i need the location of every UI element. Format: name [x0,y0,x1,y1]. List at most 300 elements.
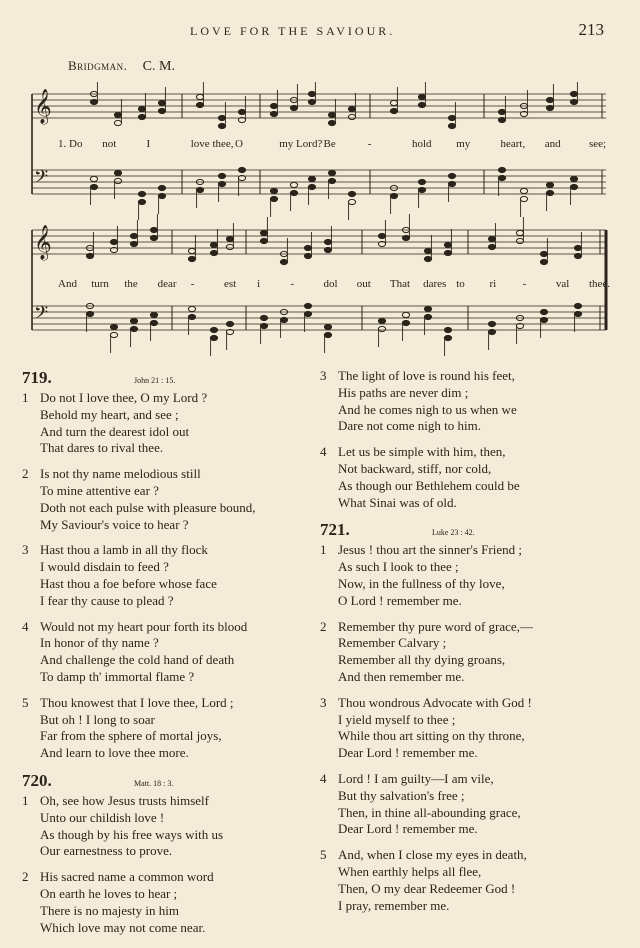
stanza [320,695,620,762]
note-head [546,182,553,187]
note-head [444,327,451,332]
stanza-number: 3 [320,694,327,710]
note-head [378,233,385,238]
note-head [574,245,581,250]
note-head [90,184,97,189]
verse-text: Dare not come nigh to him. [338,418,481,434]
stanza [22,793,322,860]
verse-text: O Lord ! remember me. [338,592,462,608]
hymn-heading [22,771,322,793]
verse-line [22,712,322,729]
stanza-number: 5 [22,694,29,710]
note-head [158,100,165,105]
note-head [210,242,217,247]
verse-text: Which love may not come near. [40,919,206,935]
verse-text: Lord ! I am guilty—I am vile, [338,770,494,786]
verse-text: Dear Lord ! remember me. [338,821,478,837]
note-head [158,108,165,113]
verse-line [320,669,620,686]
lyric-syllable: - [367,138,372,150]
note-head [570,99,577,104]
note-head [138,199,145,204]
verse-line [22,619,322,636]
score-notation [22,82,612,362]
note-head [304,311,311,316]
verse-line [320,864,620,881]
note-head [424,248,431,253]
verse-line [22,652,322,669]
verse-line [22,695,322,712]
note-head [260,315,267,320]
note-head [114,120,121,125]
lyric-syllable: the [124,278,138,290]
note-head [390,193,397,198]
note-head [448,181,455,186]
stanza [320,771,620,838]
note-head [546,105,553,110]
note-head [498,175,505,180]
verse-text: The light of love is round his feet, [338,368,515,383]
lyric-syllable: dares [423,278,447,290]
note-head [270,196,277,201]
scripture-reference: John 21 : 15. [134,376,176,385]
verse-text: To mine attentive ear ? [40,482,159,498]
note-head [444,242,451,247]
verse-line [320,898,620,915]
note-head [188,314,195,319]
note-head [210,327,217,332]
note-head [150,320,157,325]
verse-line [320,788,620,805]
lyric-syllable: I [146,138,151,150]
verse-line [22,635,322,652]
verse-line [320,559,620,576]
verse-line [22,500,322,517]
verse-line [320,635,620,652]
verse-line [320,444,620,461]
verse-line [320,771,620,788]
verse-line [320,847,620,864]
verse-text: Hast thou a foe before whose face [40,575,217,591]
note-head [402,312,409,317]
verse-line [22,843,322,860]
verse-line [22,517,322,534]
verse-text: Then, in thine all-abounding grace, [338,804,521,820]
note-head [498,109,505,114]
verse-text: And turn the dearest idol out [40,423,190,439]
stanza-number: 2 [22,466,29,482]
verse-text: There is no majesty in him [40,902,180,918]
note-head [290,105,297,110]
stanza [320,619,620,686]
note-head [308,176,315,181]
verse-text: While thou art sitting on thy throne, [338,728,525,744]
running-title: LOVE FOR THE SAVIOUR. [190,24,396,38]
stanza [320,847,620,914]
note-head [114,178,121,183]
note-head [238,109,245,114]
note-head [138,114,145,119]
note-head [328,120,335,125]
verse-line [320,881,620,898]
note-head [270,188,277,193]
stanza-number: 5 [320,847,327,863]
verse-line [320,619,620,636]
lyric-syllable: Be [323,138,336,150]
note-head [158,185,165,190]
verse-line [320,652,620,669]
verse-text: But oh ! I long to soar [40,711,155,727]
page-number: 213 [578,20,604,39]
lyric-syllable: dear [157,278,177,290]
stanza-number: 3 [320,368,327,383]
note-head [260,323,267,328]
lyric-syllable: 1. Do [58,138,83,150]
verse-text: As though our Bethlehem could be [338,477,520,493]
note-head [270,103,277,108]
stanza [22,619,322,686]
note-head [280,259,287,264]
treble-clef-icon: 𝄞 [34,89,52,124]
hymn-number: 720. [22,770,52,790]
note-head [390,100,397,105]
lyric-syllable: my Lord? [279,138,323,150]
note-head [448,123,455,128]
verse-text: Far from the sphere of mortal joys, [40,728,222,744]
scripture-reference: Luke 23 : 42. [432,528,475,538]
note-head [290,182,297,187]
note-head [86,311,93,316]
bass-clef-icon: 𝄢 [34,303,49,328]
verse-text: Is not thy name melodious still [40,466,201,482]
verse-line [320,593,620,610]
verse-line [320,576,620,593]
hymn-heading [320,520,620,542]
note-head [304,245,311,250]
note-head [308,91,315,96]
note-head [238,167,245,172]
stanza-number: 4 [320,444,327,460]
verse-text: Remember thy pure word of grace,— [338,618,533,634]
note-head [574,303,581,308]
note-head [546,190,553,195]
verse-text: I pray, remember me. [338,897,450,913]
note-head [498,167,505,172]
note-head [260,238,267,243]
treble-clef-icon: 𝄞 [34,225,52,260]
lyric-syllable: my [456,138,471,150]
note-head [540,317,547,322]
note-head [516,238,523,243]
note-head [304,253,311,258]
verse-line [22,466,322,483]
verse-line [320,495,620,512]
note-head [498,117,505,122]
lyric-syllable: dol [323,278,338,290]
verse-text: Behold my heart, and see ; [40,406,179,422]
verse-text: Do not I love thee, O my Lord ? [40,390,208,405]
lyric-syllable: val [555,278,570,290]
stanza [320,444,620,511]
note-head [488,244,495,249]
verse-line [22,483,322,500]
tune-name: Bridgman. [68,58,128,73]
verse-line [320,385,620,402]
stanza [22,542,322,609]
note-head [308,99,315,104]
note-head [540,259,547,264]
note-head [158,193,165,198]
lyric-syllable: to [456,278,465,290]
note-head [110,332,117,337]
note-head [218,173,225,178]
verse-text: In honor of thy name ? [40,635,159,651]
lyric-syllable: heart, [500,138,526,150]
note-head [196,102,203,107]
verse-line [22,810,322,827]
note-head [444,335,451,340]
verse-text: Not backward, stiff, nor cold, [338,460,492,476]
note-head [520,196,527,201]
stanza [22,869,322,936]
note-head [324,239,331,244]
verse-text: What Sinai was of old. [338,494,457,510]
verse-text: And, when I close my eyes in death, [338,847,527,863]
verse-line [22,827,322,844]
verse-text: Dear Lord ! remember me. [338,745,478,761]
verse-line [22,407,322,424]
verse-line [22,886,322,903]
stanza [22,390,322,457]
verse-text: His sacred name a common word [40,869,214,885]
verse-text: And then remember me. [338,668,465,684]
lyric-syllable: O [235,138,243,150]
verse-text: And learn to love thee more. [40,745,189,761]
note-head [130,318,137,323]
verse-text: Would not my heart pour forth its blood [40,618,248,634]
verse-text: Thou knowest that I love thee, Lord ; [40,694,234,710]
stanza-number: 1 [22,792,29,808]
verse-line [22,793,322,810]
note-head [188,256,195,261]
verse-line [320,712,620,729]
lyric-syllable: love thee, [190,138,234,150]
stanza-number: 2 [22,869,29,885]
note-head [378,326,385,331]
note-head [114,170,121,175]
note-head [390,108,397,113]
note-head [130,233,137,238]
verse-text: I would disdain to feed ? [40,559,169,575]
note-head [218,123,225,128]
note-head [308,184,315,189]
tune-heading [68,58,175,75]
note-head [226,244,233,249]
note-head [210,250,217,255]
note-head [570,176,577,181]
stanza [22,695,322,762]
note-head [150,312,157,317]
verse-text: Then, O my dear Redeemer God ! [338,880,516,896]
note-head [574,311,581,316]
lyric-syllable: - [190,278,195,290]
verse-line [320,478,620,495]
verse-text: To damp th' immortal flame ? [40,668,195,684]
note-head [324,324,331,329]
verse-text: And challenge the cold hand of death [40,652,235,668]
note-head [188,248,195,253]
note-head [540,251,547,256]
verse-text: Let us be simple with him, then, [338,444,506,460]
note-head [402,235,409,240]
verse-text: As such I look to thee ; [338,559,459,575]
verse-line [22,869,322,886]
note-head [328,170,335,175]
lyric-syllable: see; [589,138,607,150]
stanza-number: 1 [320,542,327,558]
stanza-number: 1 [22,390,29,405]
note-head [226,321,233,326]
hymn-number: 721. [320,520,350,540]
lyric-syllable: ri [489,278,497,290]
verse-text: On earth he loves to hear ; [40,885,178,901]
verse-line [320,402,620,419]
left-column [22,368,322,945]
note-head [280,317,287,322]
note-head [488,236,495,241]
note-head [488,321,495,326]
verse-line [22,424,322,441]
lyric-syllable: not [102,138,117,150]
verse-text: But thy salvation's free ; [338,787,465,803]
note-head [444,250,451,255]
stanza-number: 2 [320,618,327,634]
verse-text: That dares to rival thee. [40,440,164,456]
verse-line [22,440,322,457]
verse-line [320,821,620,838]
verse-line [320,745,620,762]
verse-line [22,390,322,407]
stanza-number: 3 [22,542,29,558]
note-head [424,306,431,311]
note-head [570,91,577,96]
note-head [218,181,225,186]
lyric-syllable: And [58,278,77,290]
verse-text: Hast thou a lamb in all thy flock [40,542,208,558]
verse-text: Now, in the fullness of thy love, [338,575,505,591]
scripture-reference: Matt. 18 : 3. [134,778,174,788]
verse-text: Oh, see how Jesus trusts himself [40,792,209,808]
stanza [320,368,620,435]
lyric-syllable: and [544,138,561,150]
music-score [22,82,612,362]
note-head [270,111,277,116]
verse-text: Our earnestness to prove. [40,843,173,859]
verse-text: Doth not each pulse with pleasure bound, [40,499,256,515]
verse-text: My Saviour's voice to hear ? [40,516,189,532]
note-head [138,191,145,196]
verse-text: And he comes nigh to us when we [338,401,517,417]
note-head [290,190,297,195]
note-head [418,102,425,107]
stanza [22,466,322,533]
verse-line [320,461,620,478]
lyric-syllable: hold [412,138,432,150]
stanza [320,542,620,609]
note-head [448,173,455,178]
note-head [448,115,455,120]
verse-line [22,593,322,610]
verse-line [320,728,620,745]
note-head [570,184,577,189]
lyric-syllable: est [223,278,237,290]
note-head [328,112,335,117]
note-head [150,235,157,240]
note-head [418,187,425,192]
right-column [320,368,620,923]
verse-line [22,920,322,937]
verse-text: Remember Calvary ; [338,635,447,651]
stanza-number: 4 [22,618,29,634]
lyric-syllable: out [356,278,371,290]
note-head [210,335,217,340]
verse-text: As though by his free ways with us [40,826,224,842]
note-head [378,318,385,323]
note-head [424,256,431,261]
lyric-syllable: - [522,278,527,290]
note-head [546,97,553,102]
note-head [324,332,331,337]
note-head [424,314,431,319]
verse-text: Thou wondrous Advocate with God ! [338,694,532,710]
note-head [348,191,355,196]
stanza-number: 4 [320,770,327,786]
lyric-syllable: - [290,278,294,290]
note-head [90,176,97,181]
verse-text: Unto our childish love ! [40,809,165,825]
note-head [138,106,145,111]
note-head [418,94,425,99]
note-head [188,306,195,311]
note-head [516,230,523,235]
note-head [540,309,547,314]
hymn-heading [22,368,322,390]
note-head [114,112,121,117]
note-head [130,326,137,331]
note-head [348,106,355,111]
bass-clef-icon: 𝄢 [34,167,49,192]
note-head [226,236,233,241]
verse-line [22,728,322,745]
note-head [150,227,157,232]
lyric-syllable: i [257,278,261,290]
note-head [324,247,331,252]
note-head [260,230,267,235]
note-head [574,253,581,258]
note-head [418,179,425,184]
lyric-syllable: turn [91,278,109,290]
note-head [90,99,97,104]
note-head [86,253,93,258]
verse-line [320,418,620,435]
verse-line [22,669,322,686]
verse-line [320,542,620,559]
verse-line [22,576,322,593]
note-head [110,324,117,329]
verse-line [22,559,322,576]
note-head [402,320,409,325]
tune-meter: C. M. [142,59,175,74]
